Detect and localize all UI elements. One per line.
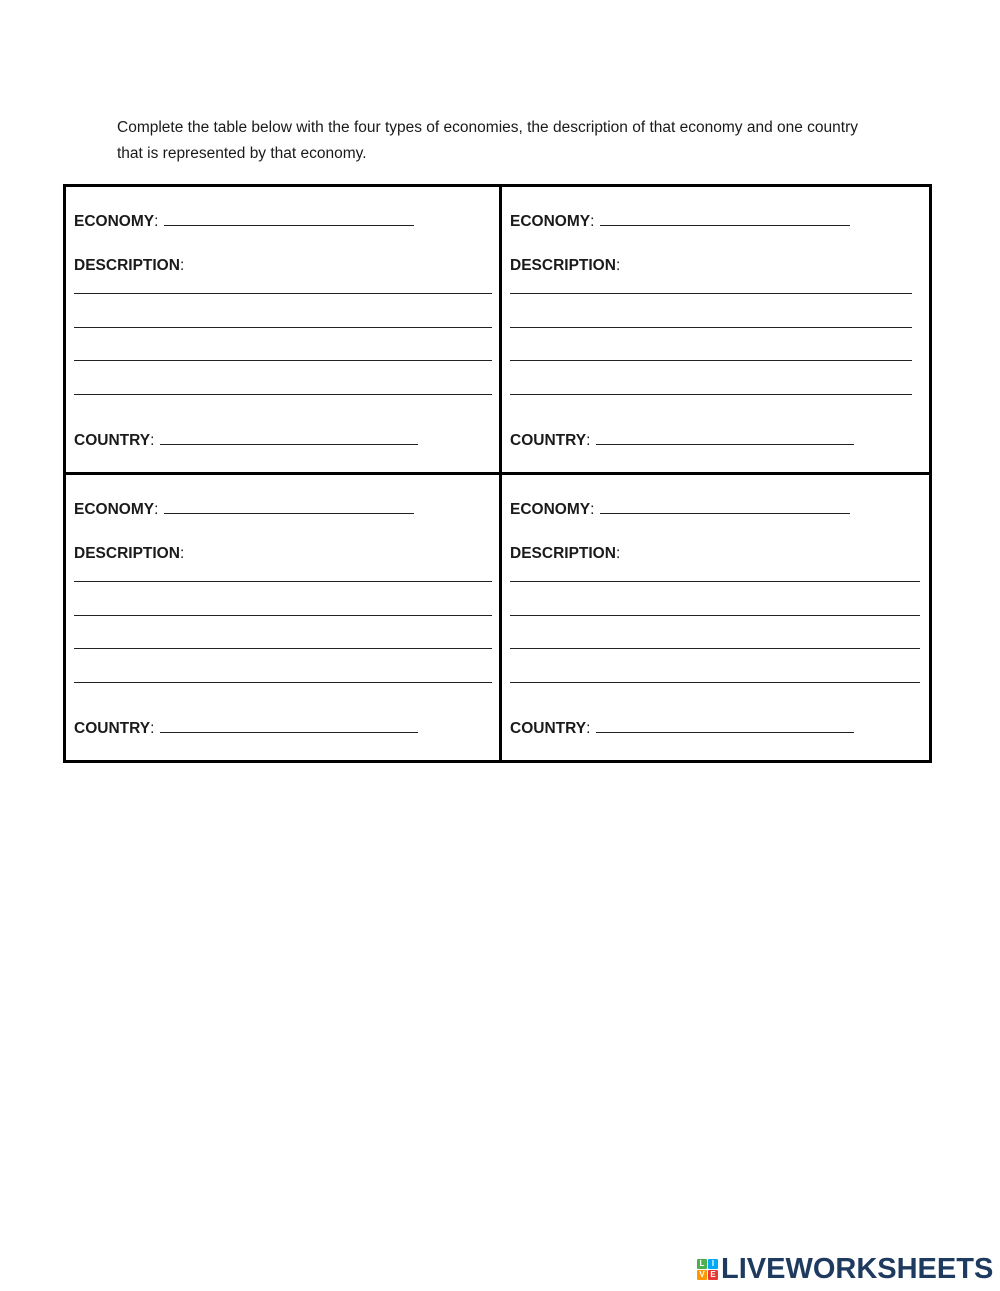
description-field [510, 257, 620, 275]
description-line[interactable] [74, 360, 492, 361]
description-line[interactable] [74, 682, 492, 683]
logo-mark-letter: V [697, 1270, 707, 1280]
table-cell [66, 475, 502, 760]
description-line[interactable] [510, 682, 920, 683]
logo-mark-letter: I [708, 1259, 718, 1269]
liveworksheets-logo [697, 1252, 993, 1286]
description-field [74, 545, 184, 563]
country-label: COUNTRY [74, 720, 151, 737]
country-blank[interactable] [596, 432, 854, 445]
description-line[interactable] [510, 615, 920, 616]
separator: : [590, 213, 595, 230]
separator: : [150, 432, 155, 449]
country-blank[interactable] [596, 720, 854, 733]
logo-mark-letter: E [708, 1270, 718, 1280]
table-cell [502, 187, 929, 475]
country-field [74, 432, 418, 450]
country-field [510, 720, 854, 738]
logo-mark-icon [697, 1259, 718, 1280]
description-label: DESCRIPTION [510, 545, 616, 562]
description-line[interactable] [74, 648, 492, 649]
economy-field [510, 213, 850, 231]
separator: : [586, 720, 591, 737]
separator: : [615, 257, 621, 274]
instructions-text: Complete the table below with the four types of economies, the description of that economy and one country that is represented by that economy. [117, 119, 858, 162]
economy-label: ECONOMY [74, 213, 155, 230]
economy-blank[interactable] [600, 213, 850, 226]
description-line[interactable] [74, 581, 492, 582]
separator: : [615, 545, 621, 562]
description-label: DESCRIPTION [74, 257, 180, 274]
description-line[interactable] [510, 648, 920, 649]
description-line[interactable] [74, 615, 492, 616]
country-label: COUNTRY [74, 432, 151, 449]
separator: : [179, 257, 185, 274]
description-line[interactable] [510, 360, 912, 361]
economy-blank[interactable] [164, 213, 414, 226]
economy-table [63, 184, 932, 763]
description-label: DESCRIPTION [510, 257, 616, 274]
description-line[interactable] [74, 327, 492, 328]
description-line[interactable] [510, 293, 912, 294]
separator: : [150, 720, 155, 737]
country-field [74, 720, 418, 738]
separator: : [179, 545, 185, 562]
country-field [510, 432, 854, 450]
logo-mark-letter: L [697, 1259, 707, 1269]
description-label: DESCRIPTION [74, 545, 180, 562]
description-line[interactable] [74, 293, 492, 294]
separator: : [154, 501, 159, 518]
country-blank[interactable] [160, 720, 418, 733]
economy-field [510, 501, 850, 519]
description-line[interactable] [510, 327, 912, 328]
description-field [74, 257, 184, 275]
table-cell [66, 187, 502, 475]
economy-field [74, 501, 414, 519]
separator: : [590, 501, 595, 518]
economy-label: ECONOMY [510, 501, 591, 518]
description-line[interactable] [74, 394, 492, 395]
economy-label: ECONOMY [510, 213, 591, 230]
description-field [510, 545, 620, 563]
description-line[interactable] [510, 394, 912, 395]
table-cell [502, 475, 929, 760]
country-label: COUNTRY [510, 432, 587, 449]
logo-text: LIVEWORKSHEETS [721, 1252, 994, 1285]
economy-field [74, 213, 414, 231]
economy-blank[interactable] [164, 501, 414, 514]
separator: : [154, 213, 159, 230]
economy-blank[interactable] [600, 501, 850, 514]
description-line[interactable] [510, 581, 920, 582]
separator: : [586, 432, 591, 449]
country-label: COUNTRY [510, 720, 587, 737]
economy-label: ECONOMY [74, 501, 155, 518]
country-blank[interactable] [160, 432, 418, 445]
